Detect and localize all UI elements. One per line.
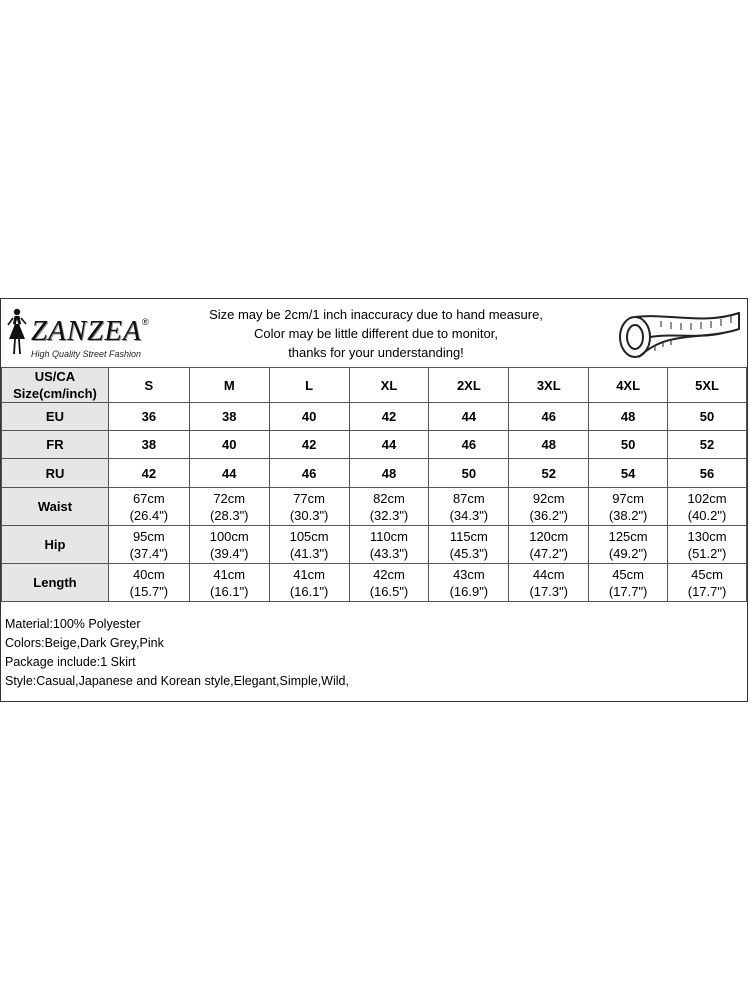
measurement-cell bbox=[589, 403, 668, 431]
product-details bbox=[5, 615, 349, 691]
measurement-value: 40 bbox=[301, 409, 317, 424]
measurement-value: (16.9") bbox=[449, 583, 489, 599]
measurement-value: 115cm bbox=[449, 528, 488, 544]
measurement-cell bbox=[668, 459, 747, 488]
measurement-value: (36.2") bbox=[529, 507, 569, 523]
size-header-cell: L bbox=[269, 368, 349, 403]
measurement-cell bbox=[189, 459, 269, 488]
brand-tagline: High Quality Street Fashion bbox=[31, 349, 142, 359]
measurement-value: (41.3") bbox=[289, 545, 329, 561]
measurement-cell bbox=[668, 431, 747, 459]
measurement-value: 102cm bbox=[687, 490, 727, 506]
measurement-value: 44 bbox=[461, 409, 477, 424]
row-label: RU bbox=[2, 459, 109, 488]
measurement-value: (30.3") bbox=[289, 507, 329, 523]
measurement-cell bbox=[269, 403, 349, 431]
measurement-value: (49.2") bbox=[608, 545, 648, 561]
measurement-value: 44cm bbox=[532, 566, 565, 582]
measurement-value: 38 bbox=[141, 437, 157, 452]
measurement-value: (51.2") bbox=[687, 545, 727, 561]
measurement-value: 38 bbox=[222, 409, 237, 424]
notice-line: Color may be little different due to monitor, bbox=[254, 326, 498, 341]
measurement-cell bbox=[429, 403, 509, 431]
size-header-cell: 2XL bbox=[429, 368, 509, 403]
measurement-cell bbox=[589, 459, 668, 488]
registered-mark: ® bbox=[142, 317, 149, 327]
measurement-cell bbox=[189, 431, 269, 459]
measurement-value: 92cm bbox=[532, 490, 565, 506]
size-header-row bbox=[2, 368, 747, 403]
measurement-value: 41cm bbox=[293, 566, 325, 582]
measurement-value: 43cm bbox=[452, 566, 485, 582]
measurement-value: 72cm bbox=[213, 490, 246, 506]
table-row bbox=[2, 431, 747, 459]
measurement-value: (47.2") bbox=[529, 545, 569, 561]
measurement-value: 45cm bbox=[691, 566, 723, 582]
measurement-value: 46 bbox=[541, 409, 556, 424]
measurement-cell bbox=[509, 564, 589, 602]
measurement-value: (43.3") bbox=[369, 545, 409, 561]
measurement-cell bbox=[429, 564, 509, 602]
measurement-cell bbox=[429, 431, 509, 459]
measurement-cell bbox=[108, 459, 189, 488]
measurement-cell bbox=[189, 488, 269, 526]
measurement-value: (16.5") bbox=[369, 583, 409, 599]
measurement-value: (32.3") bbox=[369, 507, 409, 523]
measurement-value: (34.3") bbox=[449, 507, 489, 523]
measurement-cell bbox=[349, 459, 429, 488]
measurement-cell bbox=[269, 488, 349, 526]
measurement-value: 50 bbox=[461, 465, 477, 481]
table-row bbox=[2, 564, 747, 602]
measurement-cell bbox=[269, 526, 349, 564]
chart-header bbox=[1, 299, 747, 368]
measuring-tape-icon bbox=[613, 303, 743, 363]
measurement-cell bbox=[509, 403, 589, 431]
measurement-cell bbox=[189, 564, 269, 602]
measurement-value: 82cm bbox=[373, 490, 405, 506]
size-chart bbox=[0, 298, 748, 702]
row-label: Waist bbox=[2, 488, 109, 526]
measurement-cell bbox=[189, 526, 269, 564]
measurement-value: 40cm bbox=[132, 566, 165, 582]
table-row bbox=[2, 488, 747, 526]
measurement-cell bbox=[509, 526, 589, 564]
measurement-cell bbox=[108, 564, 189, 602]
notice-line: thanks for your understanding! bbox=[288, 345, 464, 360]
measurement-value: 52 bbox=[541, 465, 556, 481]
measurement-value: (38.2") bbox=[608, 507, 648, 523]
measurement-value: (28.3") bbox=[209, 507, 249, 523]
table-corner-cell bbox=[2, 368, 109, 403]
detail-style: Style:Casual,Japanese and Korean style,Elegant,Simple,Wild, bbox=[5, 674, 349, 688]
measurement-cell bbox=[509, 459, 589, 488]
size-header-cell: 3XL bbox=[509, 368, 589, 403]
measurement-value: (15.7") bbox=[129, 583, 169, 599]
measurement-value: (17.7") bbox=[687, 583, 727, 599]
measurement-cell bbox=[349, 403, 429, 431]
measurement-value: 97cm bbox=[612, 490, 644, 506]
row-label: FR bbox=[2, 431, 109, 459]
row-label: EU bbox=[2, 403, 109, 431]
size-header-cell: S bbox=[108, 368, 189, 403]
measurement-cell bbox=[269, 431, 349, 459]
measurement-value: 42cm bbox=[373, 566, 405, 582]
measurement-cell bbox=[349, 488, 429, 526]
measurement-value: 54 bbox=[620, 465, 636, 481]
measurement-cell bbox=[108, 488, 189, 526]
detail-colors: Colors:Beige,Dark Grey,Pink bbox=[5, 636, 164, 650]
measurement-value: (16.1") bbox=[289, 583, 329, 599]
measurement-cell bbox=[668, 564, 747, 602]
measurement-cell bbox=[108, 526, 189, 564]
measurement-cell bbox=[349, 431, 429, 459]
notice-line: Size may be 2cm/1 inch inaccuracy due to hand measure, bbox=[209, 307, 543, 322]
measurement-value: 36 bbox=[141, 409, 157, 424]
measurement-value: 56 bbox=[699, 465, 715, 481]
measurement-value: 42 bbox=[301, 437, 317, 452]
brand-logo bbox=[5, 307, 155, 359]
measurement-value: 50 bbox=[699, 409, 715, 424]
measurement-value: 67cm bbox=[132, 490, 165, 506]
measurement-value: (45.3") bbox=[449, 545, 489, 561]
measurement-cell bbox=[589, 431, 668, 459]
measurement-cell bbox=[668, 403, 747, 431]
measurement-value: 44 bbox=[222, 465, 237, 481]
measurement-cell bbox=[429, 459, 509, 488]
detail-material: Material:100% Polyester bbox=[5, 617, 141, 631]
measurement-cell bbox=[589, 564, 668, 602]
size-header-cell: M bbox=[189, 368, 269, 403]
row-label: Hip bbox=[2, 526, 109, 564]
measurement-value: 41cm bbox=[213, 566, 246, 582]
measurement-value: (37.4") bbox=[129, 545, 169, 561]
measurement-cell bbox=[108, 403, 189, 431]
measurement-value: 46 bbox=[301, 465, 317, 481]
corner-label: Size(cm/inch) bbox=[13, 386, 97, 401]
measurement-value: 50 bbox=[620, 437, 636, 452]
measurement-value: 125cm bbox=[608, 528, 648, 544]
measurement-value: (26.4") bbox=[129, 507, 169, 523]
measurement-value: 48 bbox=[620, 409, 636, 424]
measurement-notice bbox=[181, 305, 571, 362]
measurement-cell bbox=[189, 403, 269, 431]
measurement-cell bbox=[589, 526, 668, 564]
measurement-cell bbox=[589, 488, 668, 526]
measurement-value: 87cm bbox=[452, 490, 485, 506]
woman-silhouette-icon bbox=[5, 307, 29, 359]
measurement-cell bbox=[509, 488, 589, 526]
measurement-value: 44 bbox=[381, 437, 397, 452]
measurement-cell bbox=[668, 488, 747, 526]
measurement-value: 120cm bbox=[529, 528, 569, 544]
measurement-value: 46 bbox=[461, 437, 477, 452]
table-row bbox=[2, 403, 747, 431]
measurement-value: 52 bbox=[699, 437, 715, 452]
measurement-cell bbox=[509, 431, 589, 459]
measurement-value: (17.3") bbox=[529, 583, 569, 599]
measurement-value: (40.2") bbox=[687, 507, 727, 523]
measurement-value: 105cm bbox=[289, 528, 329, 544]
measurement-value: 40 bbox=[222, 437, 237, 452]
table-row bbox=[2, 459, 747, 488]
measurement-cell bbox=[269, 564, 349, 602]
measurement-value: 130cm bbox=[687, 528, 727, 544]
size-table bbox=[1, 367, 747, 602]
measurement-value: (16.1") bbox=[209, 583, 249, 599]
table-row bbox=[2, 526, 747, 564]
corner-label: US/CA bbox=[34, 369, 76, 384]
measurement-value: 42 bbox=[141, 465, 157, 481]
measurement-cell bbox=[668, 526, 747, 564]
measurement-cell bbox=[269, 459, 349, 488]
measurement-cell bbox=[429, 488, 509, 526]
size-header-cell: XL bbox=[349, 368, 429, 403]
measurement-value: 45cm bbox=[612, 566, 644, 582]
measurement-value: (17.7") bbox=[608, 583, 648, 599]
brand-name: ZANZEA bbox=[31, 315, 142, 347]
measurement-cell bbox=[108, 431, 189, 459]
row-label: Length bbox=[2, 564, 109, 602]
measurement-value: 42 bbox=[381, 409, 397, 424]
measurement-value: (39.4") bbox=[209, 545, 249, 561]
measurement-value: 48 bbox=[541, 437, 556, 452]
size-table-body bbox=[2, 403, 747, 602]
measurement-value: 110cm bbox=[369, 528, 409, 544]
measurement-cell bbox=[349, 526, 429, 564]
measurement-value: 100cm bbox=[209, 528, 249, 544]
size-header-cell: 4XL bbox=[589, 368, 668, 403]
size-header-cell: 5XL bbox=[668, 368, 747, 403]
measurement-value: 77cm bbox=[293, 490, 325, 506]
measurement-cell bbox=[429, 526, 509, 564]
detail-package: Package include:1 Skirt bbox=[5, 655, 136, 669]
measurement-value: 48 bbox=[381, 465, 397, 481]
measurement-value: 95cm bbox=[132, 528, 165, 544]
measurement-cell bbox=[349, 564, 429, 602]
